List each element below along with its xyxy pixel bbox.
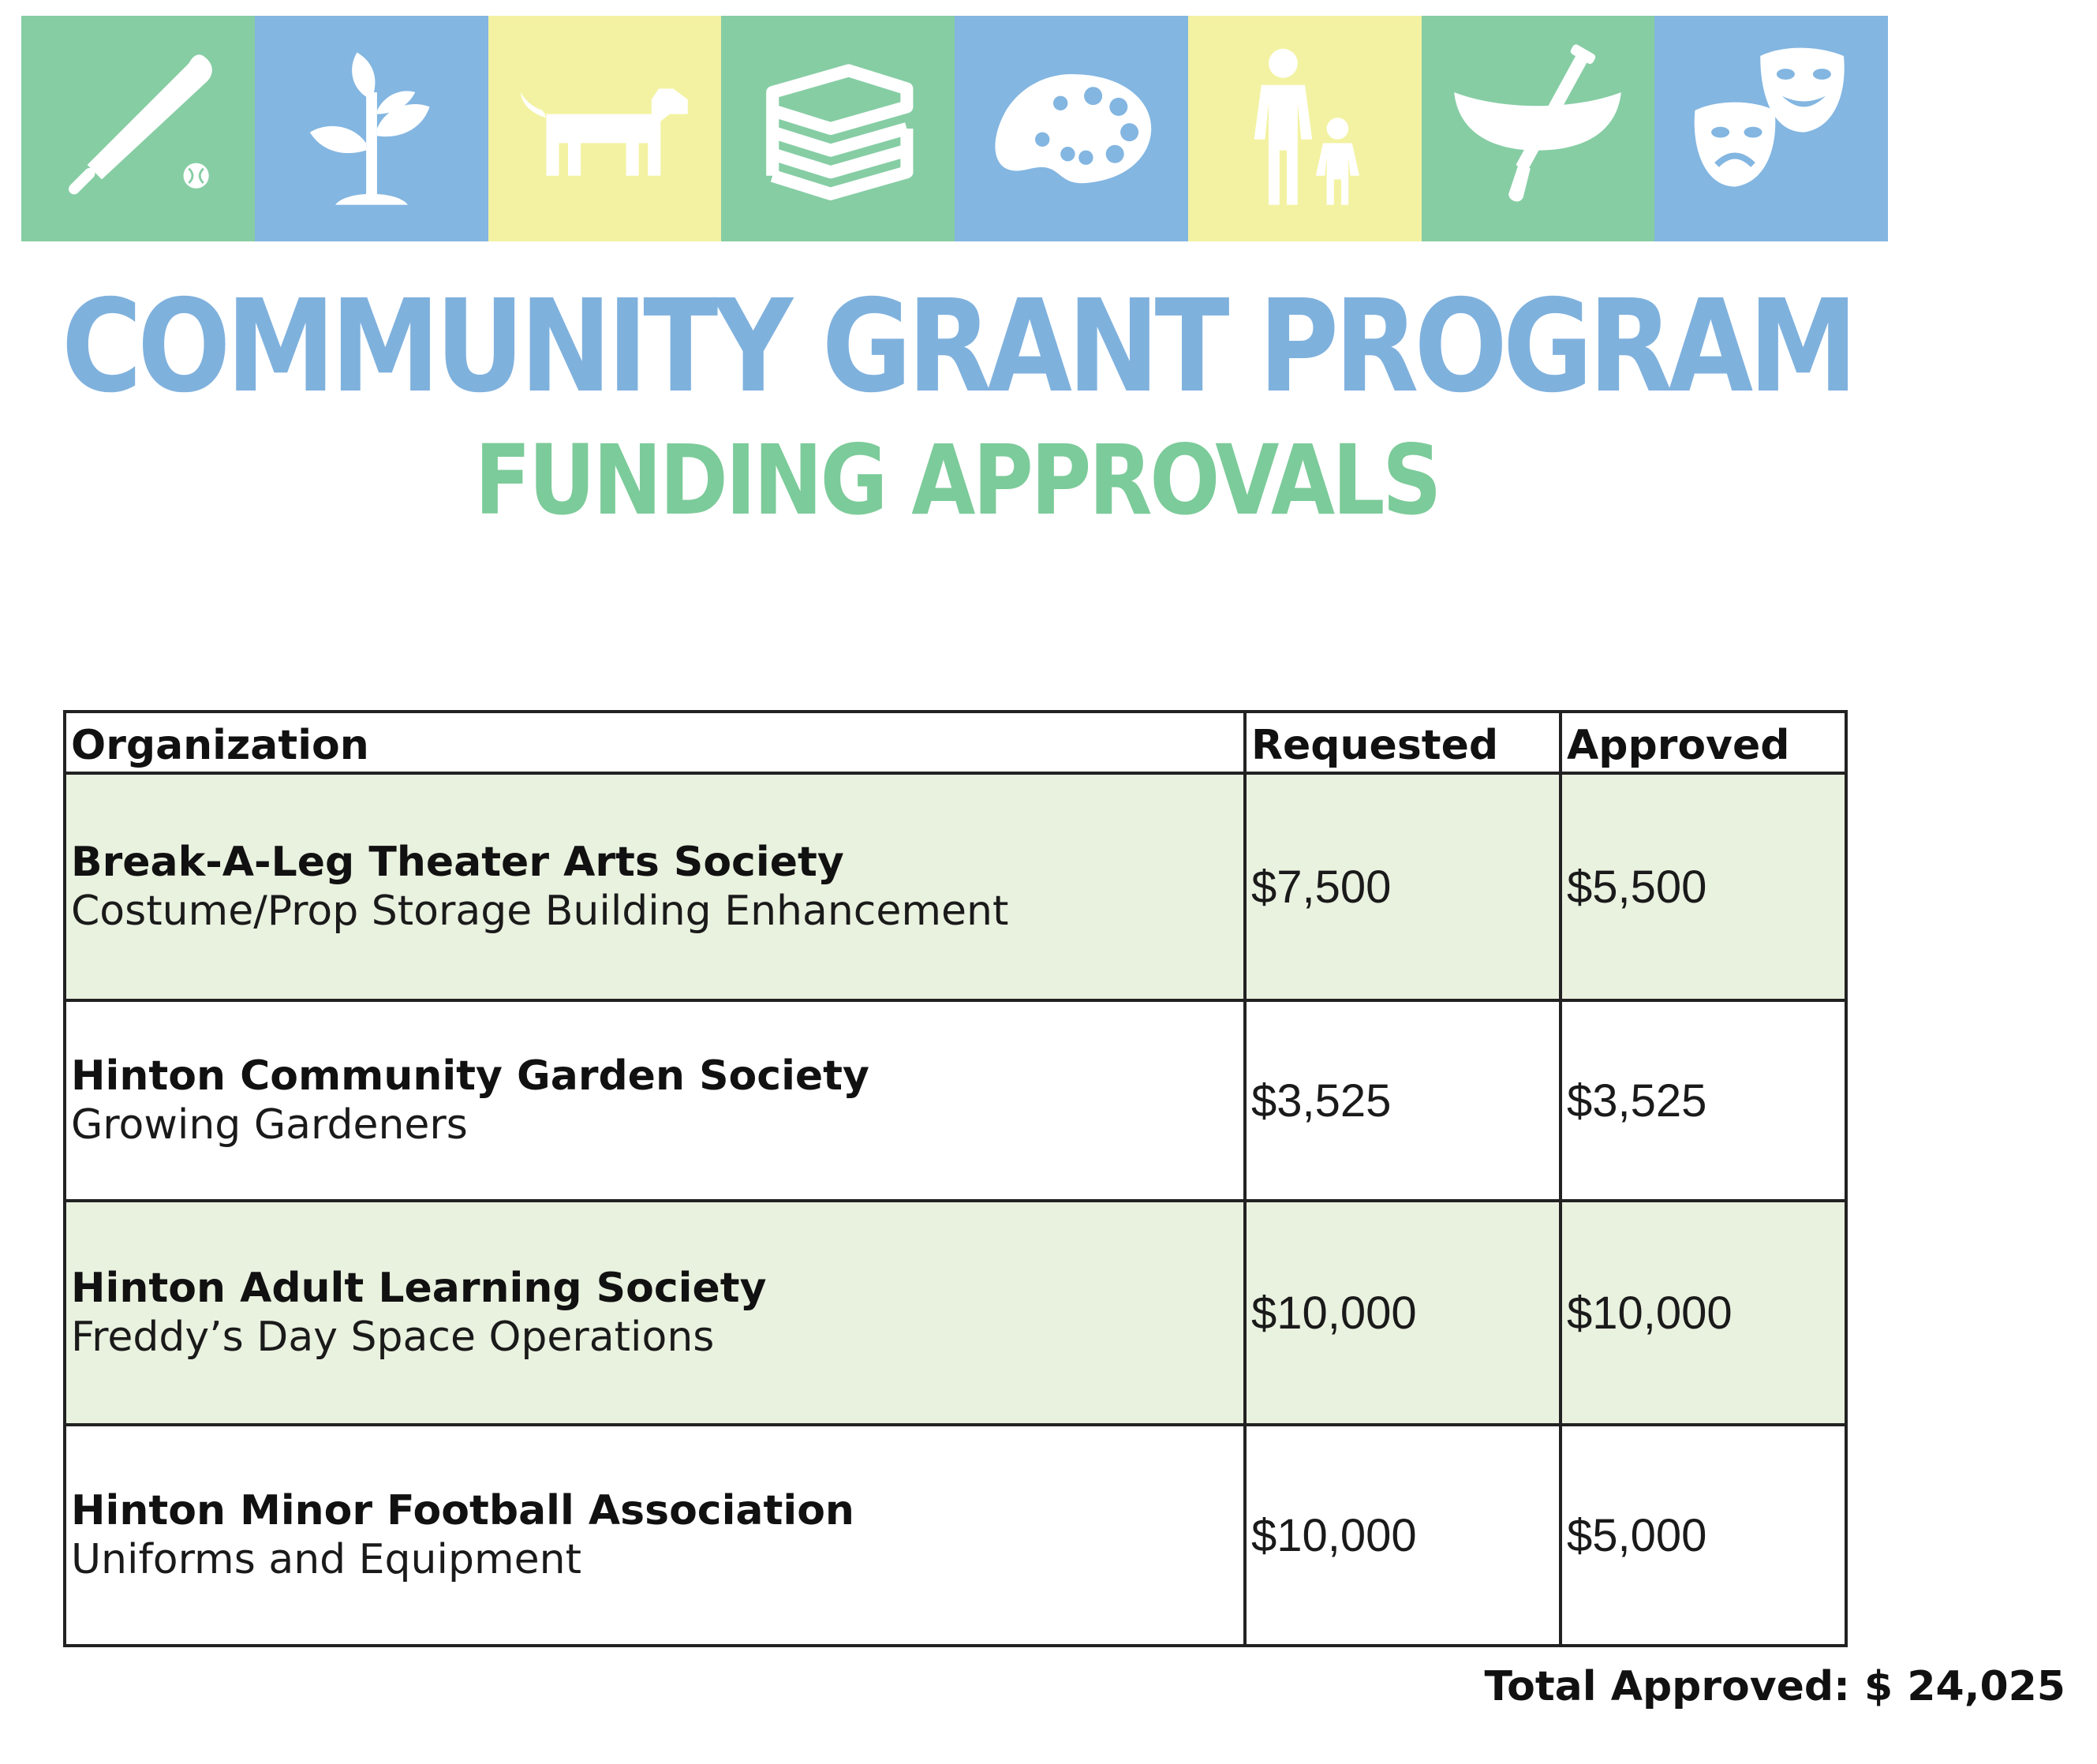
requested-amount: $3,525 bbox=[1245, 1000, 1561, 1201]
table-header-row bbox=[65, 712, 1846, 773]
project-name: Growing Gardeners bbox=[71, 1101, 468, 1149]
column-header-approved: Approved bbox=[1561, 712, 1846, 773]
organization-name: Hinton Minor Football Association bbox=[71, 1486, 854, 1534]
approved-amount: $3,525 bbox=[1561, 1000, 1846, 1201]
page-subtitle bbox=[0, 424, 1914, 536]
organization-cell bbox=[65, 1000, 1245, 1201]
paint-palette-icon bbox=[981, 38, 1162, 219]
icon-banner bbox=[21, 16, 1888, 241]
banner-tile-palette bbox=[955, 16, 1188, 241]
table-row bbox=[65, 1425, 1846, 1646]
organization-name: Break-A-Leg Theater Arts Society bbox=[71, 838, 844, 886]
banner-tile-theater bbox=[1654, 16, 1888, 241]
requested-amount: $7,500 bbox=[1245, 773, 1561, 1000]
column-header-organization: Organization bbox=[65, 712, 1245, 773]
banner-tile-baseball bbox=[21, 16, 255, 241]
organization-cell bbox=[65, 1425, 1245, 1646]
organization-name: Hinton Community Garden Society bbox=[71, 1052, 869, 1100]
table-row bbox=[65, 773, 1846, 1000]
baseball-bat-icon bbox=[47, 38, 229, 219]
project-name: Freddy’s Day Space Operations bbox=[71, 1314, 715, 1361]
table-row bbox=[65, 1000, 1846, 1201]
organization-name: Hinton Adult Learning Society bbox=[71, 1264, 767, 1312]
approved-amount: $10,000 bbox=[1561, 1201, 1846, 1425]
title-row bbox=[32, 268, 1882, 426]
banner-tile-dog bbox=[488, 16, 722, 241]
table-row bbox=[65, 1201, 1846, 1425]
banner-tile-family bbox=[1188, 16, 1422, 241]
books-stack-icon bbox=[747, 38, 929, 219]
project-name: Costume/Prop Storage Building Enhancement bbox=[71, 888, 1009, 935]
organization-cell bbox=[65, 773, 1245, 1000]
column-header-requested: Requested bbox=[1245, 712, 1561, 773]
funding-table bbox=[63, 710, 1848, 1647]
theater-masks-icon bbox=[1680, 38, 1862, 219]
dog-icon bbox=[514, 38, 695, 219]
approved-amount: $5,000 bbox=[1561, 1425, 1846, 1646]
banner-tile-canoe bbox=[1422, 16, 1655, 241]
plant-sprout-icon bbox=[281, 38, 462, 219]
total-approved: Total Approved: $ 24,025 bbox=[1484, 1663, 2065, 1710]
banner-tile-plant bbox=[255, 16, 488, 241]
requested-amount: $10,000 bbox=[1245, 1425, 1561, 1646]
organization-cell bbox=[65, 1201, 1245, 1425]
parent-child-icon bbox=[1214, 38, 1396, 219]
banner-tile-books bbox=[721, 16, 955, 241]
page-subtitle-text: FUNDING APPROVALS bbox=[474, 424, 1440, 536]
approved-amount: $5,500 bbox=[1561, 773, 1846, 1000]
canoe-paddle-icon bbox=[1447, 38, 1628, 219]
page-title: COMMUNITY GRANT PROGRAM bbox=[61, 273, 1853, 421]
project-name: Uniforms and Equipment bbox=[71, 1536, 581, 1583]
requested-amount: $10,000 bbox=[1245, 1201, 1561, 1425]
